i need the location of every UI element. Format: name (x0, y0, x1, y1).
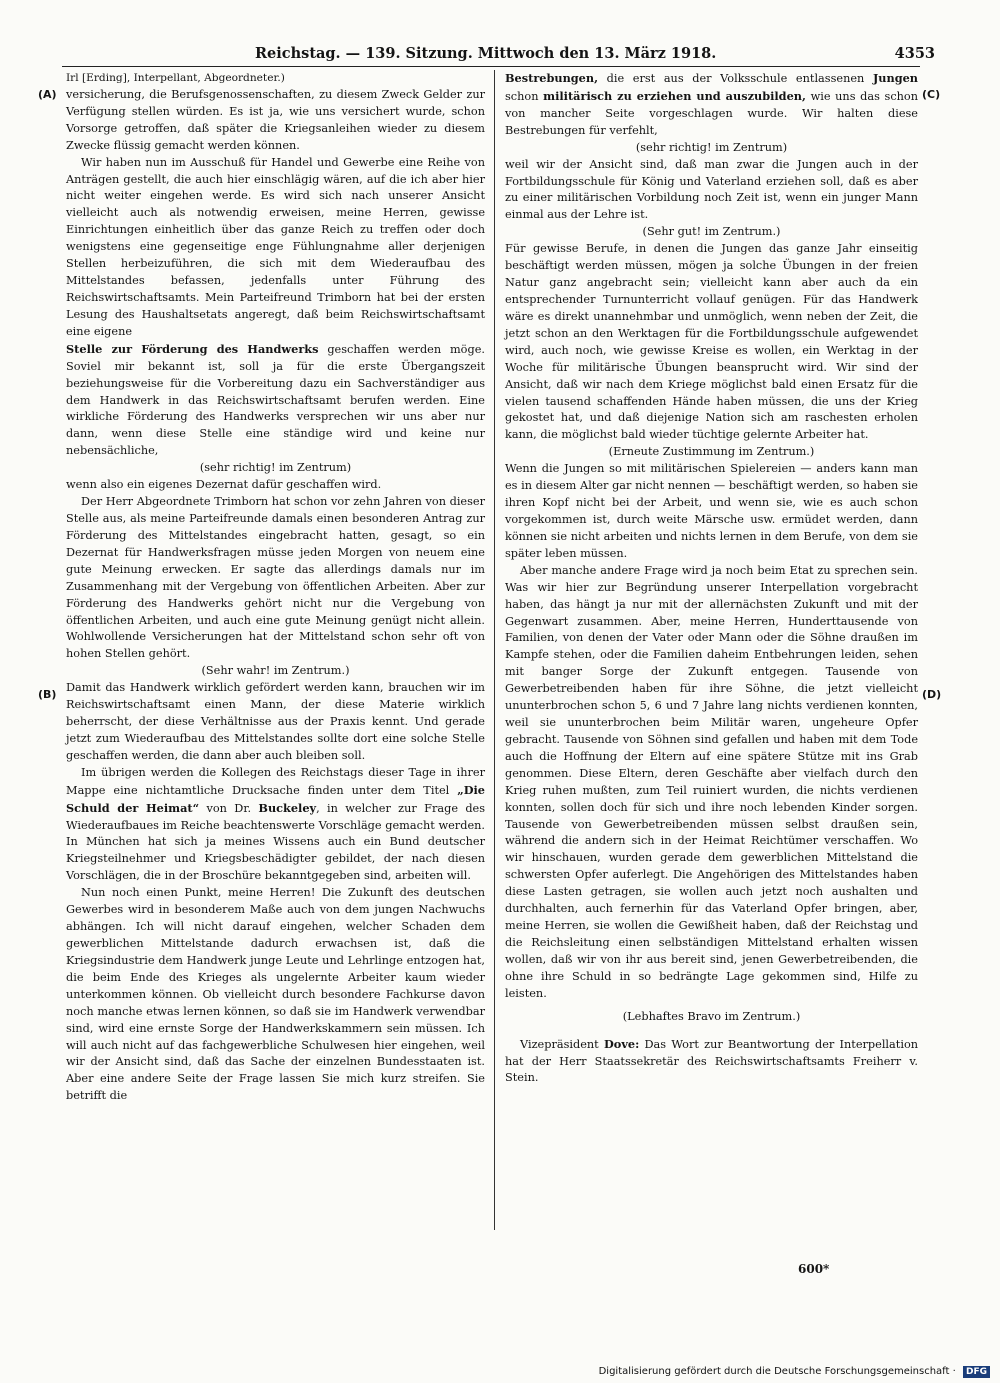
closing-paragraph (505, 1036, 918, 1088)
emphasis-author: Buckeley (258, 800, 317, 815)
emphasis-title: „Die Schuld der Heimat“ (66, 782, 485, 815)
interjection: (sehr richtig! im Zentrum) (199, 461, 352, 475)
paragraph: Für gewisse Berufe, in denen die Jungen das ganze Jahr einseitig beschäftigt werden müssen, mögen ja solche Übungen in der freien Natur ganz angebracht sein; vielleicht kann aber auch da ein entsprechender Turnunterricht vollauf genügen. Für das Handwerk wäre es direkt unannehmbar und unmöglich, wenn neben der Zeit, die jetzt schon an den Werktagen für die Fortbildungsschule aufgewendet wird, auch noch, wie gewisse Kreise es wollen, ein Werktag in der Woche für militärische Übungen beansprucht wird. Wir sind der Ansicht, daß wir nach dem Kriege möglichst bald einen Ersatz für die vielen tausend schaffenden Hände haben müssen, die uns der Krieg gekostet hat, und daß diejenige Nation sich am raschesten erholen kann, die möglichst bald wieder tüchtige gelernte Arbeiter hat. (505, 242, 918, 442)
emphasis-jungen: Jungen (872, 71, 919, 85)
interjection: (Lebhaftes Bravo im Zentrum.) (622, 1009, 801, 1023)
margin-marker-c: (C) (922, 88, 941, 101)
running-header (255, 45, 935, 67)
paragraph: Aber manche andere Frage wird ja noch beim Etat zu sprechen sein. Was wir hier zur Begründung unserer Interpellation vorgebracht haben, das hängt ja nur mit der allernächsten Zukunft und mit der Gegenwart zusammen. Aber, meine Herren, Hunderttausende von Familien, von denen der Vater oder Mann oder die Söhne draußen im Kampfe stehen, oder die Familien daheim Entbehrungen leiden, sehen mit banger Sorge der Zukunft entgegen. Tausende von Gewerbetreibenden haben für ihre Söhne, die jetzt vielleicht ununterbrochen schon 5, 6 und 7 Jahre lang nichts verdienen konnten, weil sie ununterbrochen beim Militär waren, ungeheure Opfer gebracht. Tausende von Söhnen sind gefallen und haben mit dem Tode auch die Hoffnung der Eltern auf eine spätere Stütze mit ins Grab genommen. Diese Eltern, deren Geschäfte aber vielfach durch den Krieg ruhen mußten, zum Teil ruiniert wurden, die nichts verdienen konnten, sollen doch für sich und ihre noch lebenden Kinder sorgen. Tausende von Gewerbetreibenden müssen selbst draußen sein, während die andern sich in der Heimat Reichtümer verschaffen. Wo wir hinschauen, wurden gerade dem gewerblichen Mittelstand die schwersten Opfer auferlegt. Die Angehörigen des Mittelstandes haben diese Lasten getragen, sie wollen auch jetzt noch aushalten und durchhalten, auch fernerhin für das Vaterland Opfer bringen, aber, meine Herren, sie wollen die Gewißheit haben, daß der Reichstag und die Reichsleitung einen selbständigen Mittelstand erhalten wissen wollen, daß wir von ihr aus bereit sind, jenen Gewerbetreibenden, die ohne ihre Schuld in so bedrängte Lage gekommen sind, Hilfe zu leisten. (505, 563, 918, 1000)
paragraph-text: die erst aus der Volksschule entlassenen (606, 72, 865, 85)
emphasis-militaer: militärisch zu erziehen und auszubilden, (543, 88, 806, 103)
paragraph (66, 341, 485, 460)
interjection: (Sehr wahr! im Zentrum.) (201, 664, 350, 678)
margin-marker-a: (A) (38, 88, 57, 101)
paragraph: weil wir der Ansicht sind, daß man zwar die Jungen auch in der Fortbildungsschule für König und Vaterland erziehen soll, daß es aber zu einer militärischen Vorbildung noch Zeit ist, wenn ein junger Mann einmal aus der Lehre ist. (505, 157, 918, 222)
paragraph-text: , in welcher zur Frage des Wiederaufbaues im Reiche beachtenswerte Vorschläge gemacht werden. In München hat sich ja meines Wissens auch ein Bund deutscher Kriegsteilnehmer und Kriegsbeschädigter gebildet, der nach diesen Vorschlägen, die in der Broschüre bekanntgegeben sind, arbeiten will. (66, 801, 486, 883)
interjection: (Erneute Zustimmung im Zentrum.) (608, 445, 815, 459)
emphasis-bestrebungen: Bestrebungen, (505, 71, 599, 85)
footer-text: Digitalisierung gefördert durch die Deutsche Forschungsgemeinschaft · (598, 1366, 956, 1377)
paragraph: Wir haben nun im Ausschuß für Handel und Gewerbe eine Reihe von Anträgen gestellt, die auch hier einschlägig wären, auf die ich aber hier nicht weiter eingehen werde. Es wird sich nach unserer Ansicht vielleicht auch als notwendig erweisen, meine Herren, gewisse Einrichtungen einheitlich über das ganze Reich zu treffen oder doch wenigstens eine gegenseitige enge Fühlungnahme aller derjenigen Stellen herbeizuführen, die sich mit dem Wiederaufbau des Mittelstandes befassen, jedenfalls unter Führung des Reichswirtschaftsamts. Mein Parteifreund Trimborn hat bei der ersten Lesung des Haushaltsetats angeregt, daß beim Reichswirtschaftsamt eine eigene (66, 155, 485, 338)
paragraph-text: Das Wort zur Beantwortung der Interpellation hat der Herr Staatssekretär des Reichswirtschaftsamts Freiherr v. Stein. (505, 1037, 919, 1085)
speaker-note: Irl [Erding], Interpellant, Abgeordneter.) (66, 72, 285, 84)
paragraph: Der Herr Abgeordnete Trimborn hat schon vor zehn Jahren von dieser Stelle aus, als meine Parteifreunde damals einen besonderen Antrag zur Förderung des Mittelstandes eingebracht hatten, gesagt, so ein Dezernat für Handwerksfragen müsse jeden Morgen von neuem eine gute Meinung erwecken. Er sagte das allerdings damals nur im Zusammenhang mit der Vergebung von öffentlichen Arbeiten. Aber zur Förderung des Handwerks gehört nicht nur die Vergebung von öffentlichen Arbeiten, und auch eine gute Meinung genügt nicht allein. Wohlwollende Versicherungen hat der Mittelstand schon sehr oft von hohen Stellen gehört. (66, 495, 485, 661)
paragraph: Wenn die Jungen so mit militärischen Spielereien — anders kann man es in diesem Alter gar nicht nennen — beschäftigt werden, so haben sie ihren Kopf nicht bei der Arbeit, und wenn sie, wie es auch schon vorgekommen ist, durch weite Märsche usw. ermüdet werden, dann können sie nicht arbeiten und nichts lernen in dem Berufe, von dem sie später leben müssen. (505, 462, 918, 560)
interjection: (sehr richtig! im Zentrum) (635, 140, 788, 154)
left-column (66, 70, 485, 1105)
sheet-signature: 600* (798, 1262, 830, 1276)
column-divider (494, 70, 495, 1230)
speaker-name: Dove: (603, 1036, 640, 1051)
page-number: 4353 (894, 45, 935, 62)
paragraph (505, 70, 918, 140)
right-column (505, 70, 918, 1087)
paragraph-text: von Dr. (206, 801, 252, 815)
dfg-logo: DFG (963, 1366, 990, 1378)
paragraph: Nun noch einen Punkt, meine Herren! Die Zukunft des deutschen Gewerbes wird in besonderem Maße auch von dem jungen Nachwuchs abhängen. Ich will nicht darauf eingehen, welcher Schaden dem gewerblichen Mittelstande dadurch erwachsen ist, daß die Kriegsindustrie dem Handwerk junge Leute und Lehrlinge entzogen hat, die beim Ende des Krieges als ungelernte Arbeiter kaum wieder unterkommen können. Ob vielleicht durch besondere Fachkurse davon noch manche etwas lernen können, so daß sie im Handwerk verwendbar sind, wird eine ernste Sorge der Handwerkskammern sein müssen. Ich will auch nicht auf das fachgewerbliche Schulwesen hier eingehen, weil wir der Ansicht sind, daß das Sache der einzelnen Bundesstaaten ist. Aber eine andere Seite der Frage lassen Sie mich kurz streifen. Sie betrifft die (66, 886, 485, 1103)
speaker-role: Vizepräsident (520, 1037, 599, 1051)
paragraph: wenn also ein eigenes Dezernat dafür geschaffen wird. (66, 478, 382, 492)
paragraph: Damit das Handwerk wirklich gefördert werden kann, brauchen wir im Reichswirtschaftsamt einen Mann, der diese Materie wirklich beherrscht, der diese Verhältnisse aus der Praxis kennt. Und gerade jetzt zum Wiederaufbau des Mittelstandes sollte dort eine solche Stelle geschaffen werden, die dann aber auch bleiben soll. (66, 681, 485, 762)
paragraph-text: Im übrigen werden die Kollegen des Reichstags dieser Tage in ihrer Mappe eine nichtamtliche Drucksache finden unter dem Titel (66, 765, 485, 797)
emphasis-stelle: Stelle zur Förderung des Handwerks (66, 341, 319, 356)
margin-marker-b: (B) (38, 688, 57, 701)
interjection: (Sehr gut! im Zentrum.) (642, 225, 781, 239)
paragraph: versicherung, die Berufsgenossenschaften, zu diesem Zweck Gelder zur Verfügung stellen würden. Es ist ja, wie uns versichert wurde, schon Vorsorge getroffen, daß später die Kriegsanleihen wieder zu diesem Zwecke flüssig gemacht werden können. (66, 87, 485, 152)
running-title: Reichstag. — 139. Sitzung. Mittwoch den 13. März 1918. (255, 45, 717, 62)
paragraph-text: wie uns das schon von mancher Seite vorgeschlagen wurde. Wir halten diese Bestrebungen für verfehlt, (505, 89, 919, 137)
margin-marker-d: (D) (922, 688, 942, 701)
footer (599, 1366, 990, 1378)
paragraph-text: geschaffen werden möge. Soviel mir bekannt ist, soll ja für die erste Übergangszeit beziehungsweise für die Vorbereitung dazu ein Sachverständiger aus dem Handwerk in das Reichswirtschaftsamt berufen werden. Eine wirkliche Förderung des Handwerks versprechen wir uns aber nur dann, wenn diese Stelle eine ständige wird und keine nur nebensächliche, (66, 342, 485, 458)
paragraph-text: schon (505, 89, 539, 103)
header-rule (62, 66, 920, 67)
paragraph (66, 765, 485, 885)
